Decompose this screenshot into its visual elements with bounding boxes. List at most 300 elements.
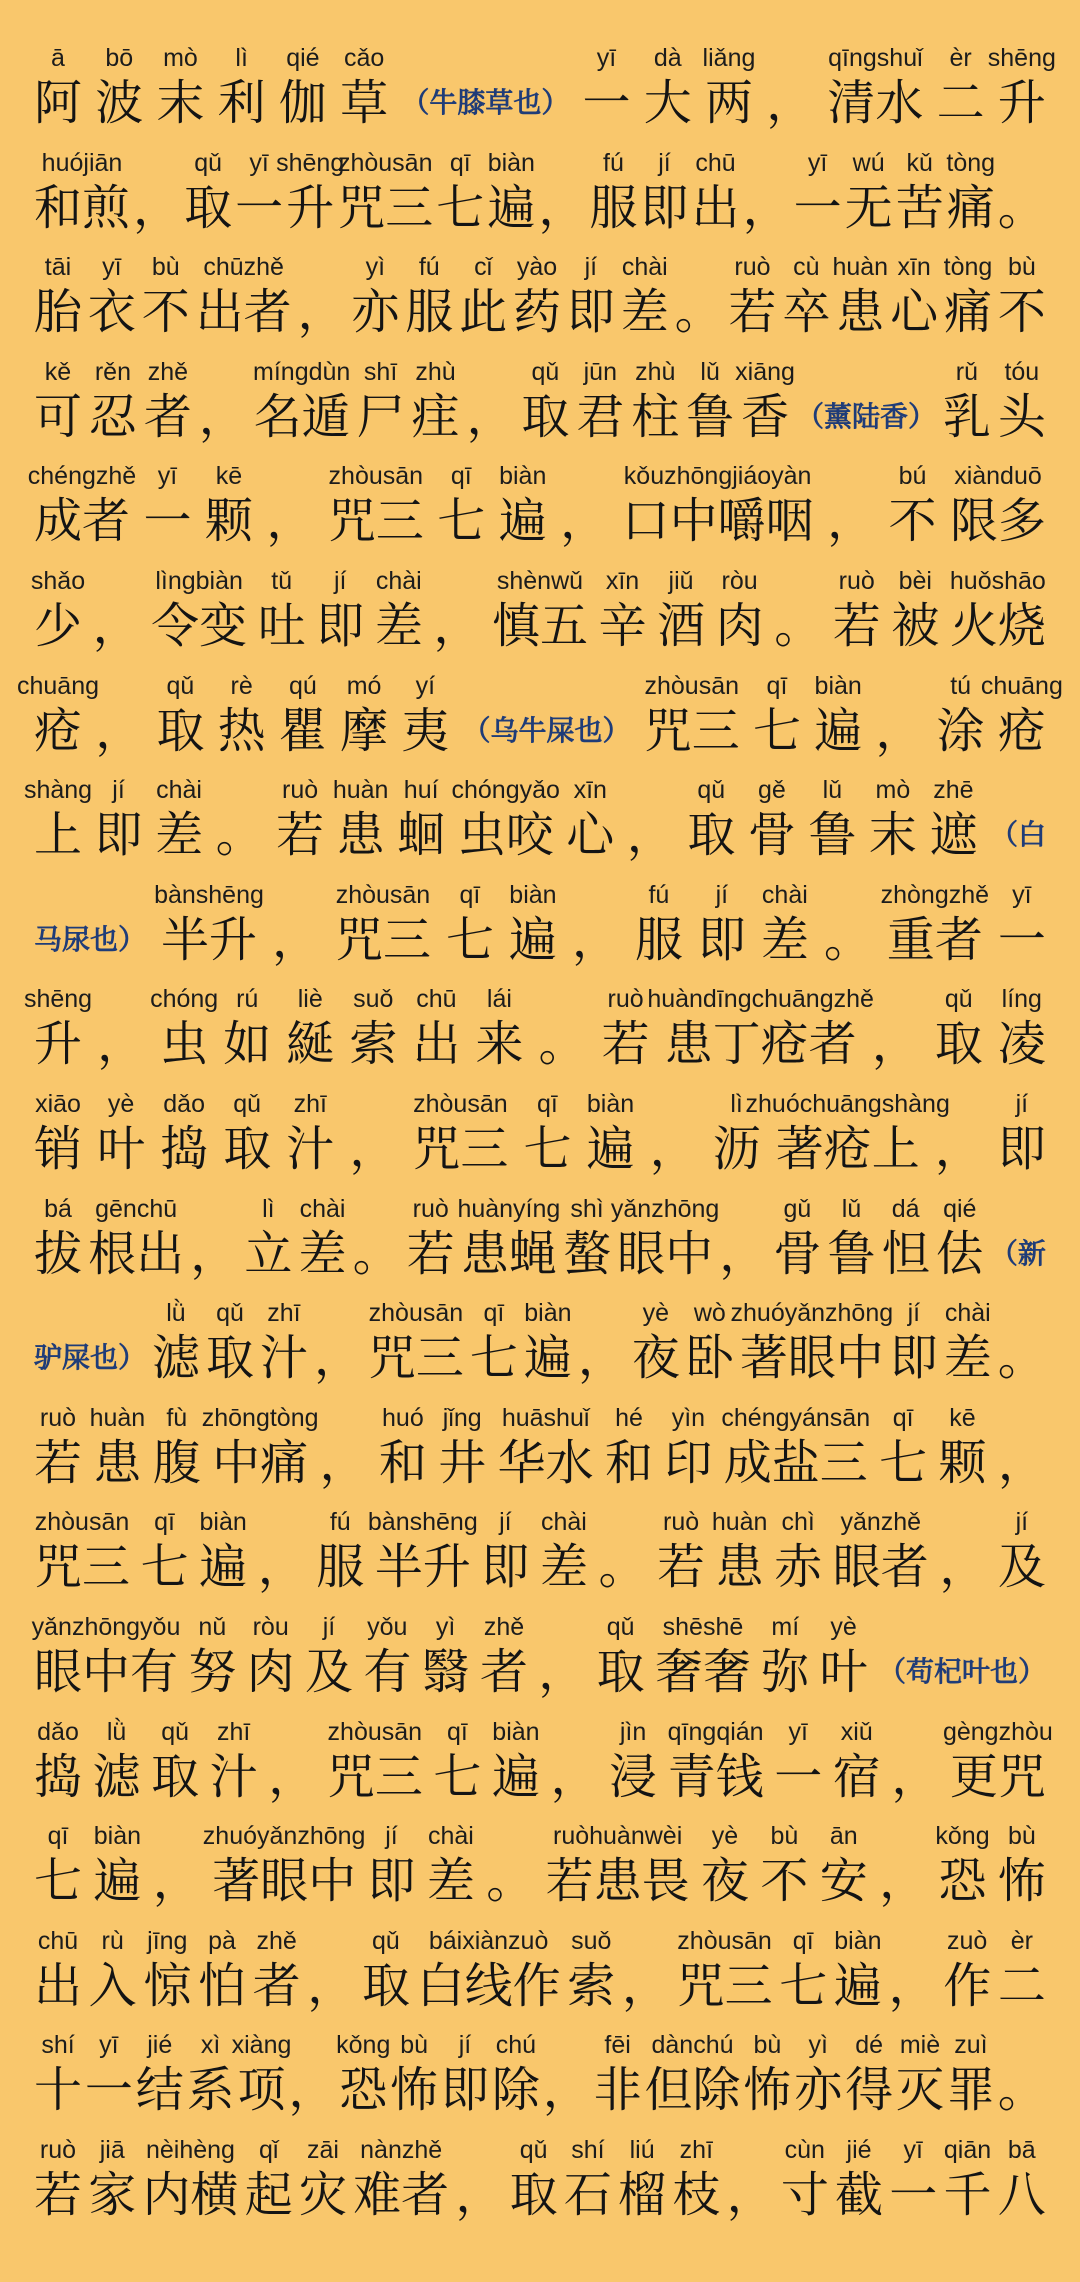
word xyxy=(567,252,615,340)
hanzi: 结 xyxy=(135,2062,184,2119)
word xyxy=(599,566,647,654)
word xyxy=(379,1403,427,1491)
pinyin: liè xyxy=(297,985,323,1014)
hanzi: 差 xyxy=(539,1539,588,1596)
hanzi: 但除 xyxy=(644,2062,741,2119)
pinyin: bō xyxy=(105,44,134,72)
punctuation xyxy=(719,1194,767,1282)
word xyxy=(206,1298,254,1386)
word xyxy=(279,43,327,131)
hanzi: 滤 xyxy=(92,1748,141,1805)
hanzi: ， xyxy=(719,1225,768,1282)
punctuation xyxy=(349,1089,397,1177)
hanzi: 。 xyxy=(215,807,264,864)
pinyin: jié xyxy=(147,2031,173,2060)
word xyxy=(828,1194,876,1282)
word xyxy=(27,461,137,550)
hanzi: ， xyxy=(133,179,182,236)
hanzi: 七 xyxy=(779,1957,828,2014)
word xyxy=(774,1717,822,1805)
word xyxy=(327,1717,423,1805)
hanzi: 者 xyxy=(143,388,192,445)
pinyin: xiāng xyxy=(735,357,795,386)
word xyxy=(644,43,692,131)
word xyxy=(845,2030,893,2118)
hanzi: 疰 xyxy=(411,388,460,445)
word xyxy=(523,1089,571,1177)
hanzi: ， xyxy=(349,1120,398,1177)
hanzi: 可 xyxy=(34,388,83,445)
annotation: （白 xyxy=(989,818,1046,852)
punctuation xyxy=(650,1089,698,1177)
word xyxy=(745,1089,950,1177)
pinyin: mò xyxy=(163,44,198,72)
pinyin: zhòusān xyxy=(368,1299,464,1328)
hanzi: 七 xyxy=(433,1748,482,1805)
pinyin: yǒu xyxy=(367,1612,408,1641)
pinyin: bù xyxy=(151,253,180,282)
hanzi: 末 xyxy=(156,75,205,131)
word xyxy=(446,880,494,968)
hanzi: 亦 xyxy=(794,2062,843,2119)
punctuation xyxy=(998,1298,1046,1386)
word xyxy=(142,252,190,340)
pinyin: qīngqián xyxy=(667,1717,764,1746)
word xyxy=(729,252,777,340)
word xyxy=(631,357,679,445)
word xyxy=(890,252,938,340)
hanzi: 灾 xyxy=(298,2166,347,2223)
word xyxy=(998,1089,1046,1177)
pinyin: ruò xyxy=(838,566,875,595)
hanzi: 。 xyxy=(823,911,872,968)
pinyin: lì xyxy=(730,1089,743,1118)
pinyin: yǎnzhě xyxy=(840,1508,922,1537)
pinyin: qǔ xyxy=(372,1926,400,1955)
word xyxy=(524,1298,572,1386)
word xyxy=(602,984,650,1072)
word xyxy=(513,252,561,340)
word xyxy=(939,1403,987,1491)
hanzi: 取 xyxy=(521,388,570,445)
hanzi: 升 xyxy=(34,1016,83,1073)
hanzi: 遍 xyxy=(199,1539,248,1596)
word xyxy=(210,1717,258,1805)
punctuation xyxy=(727,2135,775,2223)
pinyin: bā xyxy=(1007,2135,1036,2164)
word xyxy=(34,43,82,131)
word xyxy=(422,1612,470,1700)
hanzi: 一 xyxy=(84,2062,133,2119)
word xyxy=(34,2030,82,2118)
pinyin: cùn xyxy=(784,2135,825,2164)
hanzi: 夜 xyxy=(701,1853,750,1910)
word xyxy=(470,1298,518,1386)
pinyin: zhòusān xyxy=(335,880,431,909)
hanzi: 两 xyxy=(704,75,753,131)
word xyxy=(258,566,306,654)
hanzi: 螯 xyxy=(563,1225,612,1282)
word xyxy=(201,1403,319,1491)
hanzi: 作 xyxy=(943,1957,992,2014)
word xyxy=(773,1194,821,1282)
word xyxy=(340,43,388,131)
word xyxy=(576,357,624,445)
hanzi: 火烧 xyxy=(949,597,1046,654)
punctuation xyxy=(314,1298,362,1386)
word xyxy=(97,1089,145,1177)
punctuation xyxy=(891,1717,939,1805)
hanzi: 若 xyxy=(728,284,777,341)
hanzi: 出 xyxy=(691,179,740,236)
word xyxy=(510,2135,558,2223)
hanzi: 凌 xyxy=(997,1016,1046,1073)
pinyin: qié xyxy=(286,44,320,72)
word xyxy=(247,1612,295,1700)
word xyxy=(328,461,424,549)
pinyin: nèihèng xyxy=(145,2135,235,2164)
pinyin: rǔ xyxy=(955,357,979,386)
hanzi: 咒三 xyxy=(327,493,424,550)
hanzi: 若患畏 xyxy=(545,1853,690,1910)
pinyin: zhòusān xyxy=(328,462,424,491)
word xyxy=(618,2135,666,2223)
pinyin: yī xyxy=(102,253,122,282)
word xyxy=(279,671,327,759)
word xyxy=(475,984,523,1072)
punctuation xyxy=(622,1926,670,2014)
word xyxy=(88,252,136,340)
word xyxy=(89,1926,137,2014)
word xyxy=(845,148,893,236)
pinyin: mò xyxy=(875,776,911,805)
hanzi: 即 xyxy=(316,597,365,654)
word xyxy=(95,43,143,131)
word xyxy=(401,671,449,759)
pinyin: fú xyxy=(648,880,670,909)
pinyin: ān xyxy=(829,1822,858,1851)
pinyin: dànchú xyxy=(651,2031,734,2060)
punctuation xyxy=(433,566,481,654)
hanzi: 伽 xyxy=(278,75,327,131)
word xyxy=(305,1612,353,1700)
annotation: （乌牛屎也） xyxy=(462,713,631,747)
pinyin: biàn xyxy=(199,1508,247,1537)
pinyin: biàn xyxy=(492,1717,540,1746)
pinyin: chài xyxy=(944,1299,991,1328)
word xyxy=(184,148,232,236)
hanzi: 名遁 xyxy=(253,388,350,445)
pinyin: fú xyxy=(329,1508,351,1537)
hanzi: 差 xyxy=(374,597,423,654)
hanzi: 来 xyxy=(475,1016,524,1073)
hanzi: 捣 xyxy=(160,1120,209,1177)
hanzi: 蛔 xyxy=(397,807,446,864)
hanzi: 。 xyxy=(774,597,823,654)
pinyin: qǔ xyxy=(606,1612,635,1641)
pinyin: qǔ xyxy=(194,148,222,177)
hanzi: 少 xyxy=(34,597,83,654)
hanzi: 取 xyxy=(361,1957,410,2014)
hanzi: 和 xyxy=(605,1434,654,1491)
word xyxy=(998,1926,1046,2014)
hanzi: 罪 xyxy=(946,2062,995,2119)
hanzi: ， xyxy=(827,493,876,550)
word xyxy=(834,1926,882,2014)
text-line xyxy=(34,1089,1046,1194)
pinyin: jí xyxy=(1015,1089,1029,1118)
pinyin: tóu xyxy=(1004,357,1040,386)
word xyxy=(151,1717,199,1805)
punctuation xyxy=(272,880,320,968)
hanzi: 患 xyxy=(715,1539,764,1596)
word xyxy=(487,148,535,236)
hanzi: 滤 xyxy=(151,1330,200,1387)
hanzi: ， xyxy=(297,284,346,341)
word xyxy=(433,1717,481,1805)
hanzi: 上 xyxy=(34,807,83,864)
hanzi: 叶 xyxy=(97,1120,146,1177)
pinyin: yì xyxy=(435,1612,456,1641)
hanzi: 咒三 xyxy=(326,1748,423,1805)
word xyxy=(34,1821,82,1909)
hanzi: 著疮上 xyxy=(775,1120,920,1177)
pinyin: dá xyxy=(891,1194,920,1223)
hanzi: 沥 xyxy=(712,1120,761,1177)
hanzi: 阿 xyxy=(34,75,83,131)
pinyin: qié xyxy=(943,1194,977,1223)
hanzi: 遍 xyxy=(491,1748,540,1805)
pinyin: fú xyxy=(602,148,624,177)
hanzi: 虫 xyxy=(160,1016,209,1073)
pinyin: xīn xyxy=(573,776,607,805)
pinyin: lái xyxy=(486,985,512,1014)
pinyin: jí xyxy=(715,880,729,909)
pinyin: dà xyxy=(653,44,682,72)
text-line xyxy=(34,148,1046,253)
pinyin: chéngzhě xyxy=(27,462,137,491)
pinyin: chūzhě xyxy=(203,253,284,282)
punctuation xyxy=(939,1507,987,1595)
pinyin: qī xyxy=(459,880,481,909)
hanzi: 心 xyxy=(890,284,939,341)
pinyin: bànshēng xyxy=(367,1508,478,1537)
punctuation xyxy=(743,148,791,236)
word xyxy=(869,775,917,863)
hanzi: 若 xyxy=(832,597,881,654)
word xyxy=(480,1612,528,1700)
pinyin: ruòhuànwèi xyxy=(552,1822,683,1851)
word xyxy=(521,357,569,445)
pinyin: shàng xyxy=(23,776,93,805)
hanzi: 。 xyxy=(674,284,723,341)
hanzi: 口中嚼咽 xyxy=(621,493,814,550)
pinyin: dǎo xyxy=(163,1089,205,1118)
pinyin: fēi xyxy=(604,2031,631,2060)
word xyxy=(143,1926,191,2014)
text-line xyxy=(34,880,1046,985)
hanzi: 无 xyxy=(844,179,893,236)
pinyin: bù xyxy=(1007,253,1036,282)
word xyxy=(833,1717,881,1805)
pinyin: tǔ xyxy=(271,566,293,595)
word xyxy=(407,1194,455,1282)
pinyin: kǒuzhōngjiáoyàn xyxy=(623,462,812,491)
pinyin: qǔ xyxy=(161,1717,190,1746)
word xyxy=(438,1403,486,1491)
word xyxy=(567,1926,615,2014)
pinyin: qī xyxy=(537,1089,558,1118)
word xyxy=(587,1089,635,1177)
hanzi: 出 xyxy=(34,1957,83,2014)
word xyxy=(937,671,985,759)
hanzi: 七 xyxy=(34,1853,83,1910)
word xyxy=(645,2030,741,2118)
pinyin: ruò xyxy=(734,253,771,282)
hanzi: ， xyxy=(97,1016,146,1073)
hanzi: 柱 xyxy=(631,388,680,445)
text-line xyxy=(31,1612,1046,1717)
hanzi: 眼中有 xyxy=(34,1643,179,1700)
punctuation xyxy=(572,880,620,968)
pinyin: shēng xyxy=(276,148,345,177)
word xyxy=(937,43,985,131)
hanzi: 疮 xyxy=(997,702,1046,759)
word xyxy=(89,357,137,445)
word xyxy=(34,1507,130,1595)
word xyxy=(610,1194,720,1282)
pinyin: ròu xyxy=(721,566,758,595)
word xyxy=(943,1926,991,2014)
hanzi: ， xyxy=(455,2166,504,2223)
pinyin: shènwǔ xyxy=(496,566,584,595)
pinyin: miè xyxy=(899,2031,941,2060)
pinyin: shēshē xyxy=(662,1612,744,1641)
word xyxy=(882,1194,930,1282)
word xyxy=(998,984,1046,1072)
pinyin: jiǔ xyxy=(668,566,694,595)
hanzi: 令变 xyxy=(151,597,248,654)
punctuation xyxy=(627,775,675,863)
word xyxy=(187,2030,235,2118)
hanzi: 遍 xyxy=(487,179,536,236)
punctuation xyxy=(268,1717,316,1805)
hanzi: 和 xyxy=(378,1434,427,1491)
word xyxy=(481,1507,529,1595)
word xyxy=(833,1507,929,1595)
pinyin: lìngbiàn xyxy=(155,566,243,595)
word xyxy=(782,252,830,340)
hanzi: ， xyxy=(560,493,609,550)
pinyin: yè xyxy=(642,1299,670,1328)
word xyxy=(34,252,82,340)
hanzi: 遍 xyxy=(93,1853,142,1910)
word xyxy=(316,566,364,654)
pinyin: qī xyxy=(766,671,788,700)
hanzi: 恐 xyxy=(339,2062,388,2119)
word xyxy=(827,43,923,131)
pinyin: chài xyxy=(761,880,808,909)
pinyin: qī xyxy=(792,1926,814,1955)
word xyxy=(774,1507,822,1595)
word xyxy=(820,1821,868,1909)
hanzi: 取 xyxy=(223,1120,272,1177)
hanzi: 涂 xyxy=(936,702,985,759)
pinyin: zhuóyǎnzhōng xyxy=(202,1822,366,1851)
pinyin: qǐ xyxy=(258,2135,279,2164)
hanzi: ， xyxy=(319,1434,368,1491)
pinyin: pà xyxy=(208,1926,236,1955)
pinyin: zhòusān xyxy=(644,671,740,700)
pinyin: zhòusān xyxy=(337,148,433,177)
pinyin: kě xyxy=(44,357,72,386)
hanzi: ， xyxy=(271,911,320,968)
hanzi: 著眼中 xyxy=(212,1853,357,1910)
word xyxy=(944,2135,992,2223)
pinyin: tú xyxy=(950,671,972,700)
hanzi: 尸 xyxy=(356,388,405,445)
pinyin: ruò xyxy=(412,1194,449,1223)
pinyin: shì xyxy=(570,1194,604,1223)
word xyxy=(644,671,740,759)
text-body xyxy=(16,43,1063,2239)
pinyin: zhī xyxy=(293,1089,327,1118)
hanzi: 不 xyxy=(888,493,937,550)
word xyxy=(316,1507,364,1595)
pinyin: huójiān xyxy=(41,148,123,177)
word xyxy=(196,252,292,340)
hanzi: 差 xyxy=(298,1225,347,1282)
pinyin: kǒng xyxy=(336,2031,391,2060)
word xyxy=(998,2135,1046,2223)
hanzi: ， xyxy=(198,388,247,445)
pinyin: bèi xyxy=(898,566,932,595)
word xyxy=(794,2030,842,2118)
pinyin: biàn xyxy=(524,1299,572,1328)
hanzi: 咒三 xyxy=(367,1330,464,1387)
hanzi: 更咒 xyxy=(949,1748,1046,1805)
pinyin: huànyíng xyxy=(457,1194,561,1223)
pinyin: nànzhě xyxy=(360,2135,443,2164)
pinyin: hé xyxy=(615,1403,643,1432)
hanzi: 取 xyxy=(596,1643,645,1700)
pinyin: jí xyxy=(1015,1508,1029,1537)
hanzi: ， xyxy=(766,75,815,131)
word xyxy=(936,1194,984,1282)
word xyxy=(156,43,204,131)
hanzi: 系 xyxy=(186,2062,235,2119)
word xyxy=(760,1821,808,1909)
hanzi: ， xyxy=(649,1120,698,1177)
word xyxy=(781,2135,829,2223)
word xyxy=(154,880,264,968)
word xyxy=(336,2030,391,2119)
word xyxy=(156,671,204,759)
hanzi: 取 xyxy=(151,1748,200,1805)
hanzi: 遍 xyxy=(508,911,557,968)
punctuation xyxy=(879,1821,927,1909)
hanzi: 者 xyxy=(479,1643,528,1700)
hanzi: 寸 xyxy=(780,2166,829,2223)
word xyxy=(950,566,1046,654)
word xyxy=(779,1926,827,2014)
pinyin: tòng xyxy=(943,253,993,282)
pinyin: ruò xyxy=(282,776,319,805)
pinyin: ròu xyxy=(252,1612,289,1641)
hanzi: 头 xyxy=(997,388,1046,445)
hanzi: 怖 xyxy=(997,1853,1046,1910)
hanzi: ， xyxy=(626,807,675,864)
